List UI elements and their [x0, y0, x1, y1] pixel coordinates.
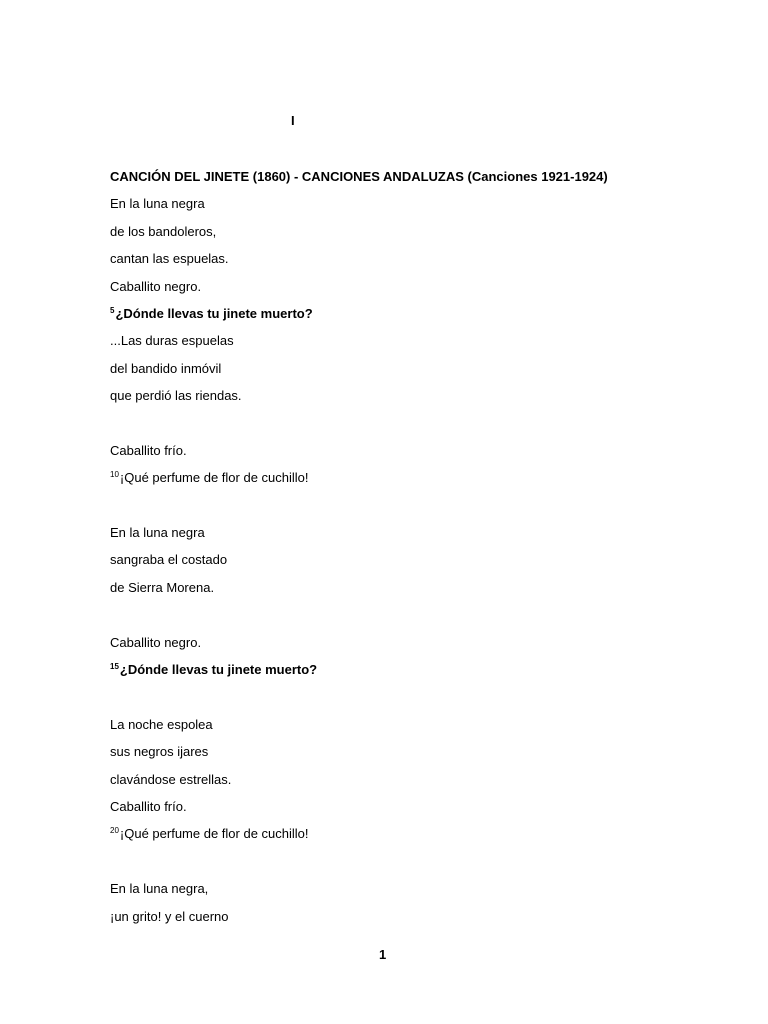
poem-line [110, 468, 670, 495]
line-number: 20 [110, 826, 119, 836]
poem-line: del bandido inmóvil [110, 360, 222, 376]
line-number: 10 [110, 470, 119, 480]
poem-body [110, 167, 670, 934]
poem-line: ...Las duras espuelas [110, 333, 234, 349]
poem-line [110, 824, 670, 851]
poem-line-text: ¡Qué perfume de flor de cuchillo! [119, 826, 309, 842]
poem-line [110, 660, 670, 687]
poem-line: de los bandoleros, [110, 223, 217, 239]
poem-line-text: ¿Dónde llevas tu jinete muerto? [119, 662, 318, 678]
poem-heading: CANCIÓN DEL JINETE (1860) - CANCIONES ANDALUZAS (Canciones 1921-1924) [110, 169, 608, 184]
poem-line: La noche espolea [110, 716, 213, 732]
poem-line-text: ¿Dónde llevas tu jinete muerto? [115, 305, 313, 321]
poem-line: En la luna negra, [110, 881, 209, 897]
poem-line [110, 304, 670, 331]
poem-line: sangraba el costado [110, 552, 228, 568]
stanza-break [110, 852, 670, 879]
poem-line: sus negros ijares [110, 744, 209, 760]
line-number: 5 [110, 305, 115, 315]
poem-line: En la luna negra [110, 525, 205, 541]
section-numeral: I [291, 113, 295, 128]
poem-line: Caballito negro. [110, 634, 202, 650]
poem-line: cantan las espuelas. [110, 251, 229, 267]
stanza-break [110, 496, 670, 523]
line-number: 15 [110, 662, 119, 672]
poem-line: clavándose estrellas. [110, 771, 232, 787]
poem-line: ¡un grito! y el cuerno [110, 908, 229, 924]
poem-line: que perdió las riendas. [110, 388, 242, 404]
stanza-break [110, 687, 670, 714]
poem-line: Caballito frío. [110, 442, 187, 458]
poem-line: En la luna negra [110, 196, 205, 212]
page-number: 1 [379, 947, 387, 962]
stanza-break [110, 605, 670, 632]
poem-line: Caballito negro. [110, 278, 202, 294]
poem-line: de Sierra Morena. [110, 579, 215, 595]
stanza-break [110, 414, 670, 441]
poem-line: Caballito frío. [110, 798, 187, 814]
poem-line-text: ¡Qué perfume de flor de cuchillo! [119, 470, 309, 486]
